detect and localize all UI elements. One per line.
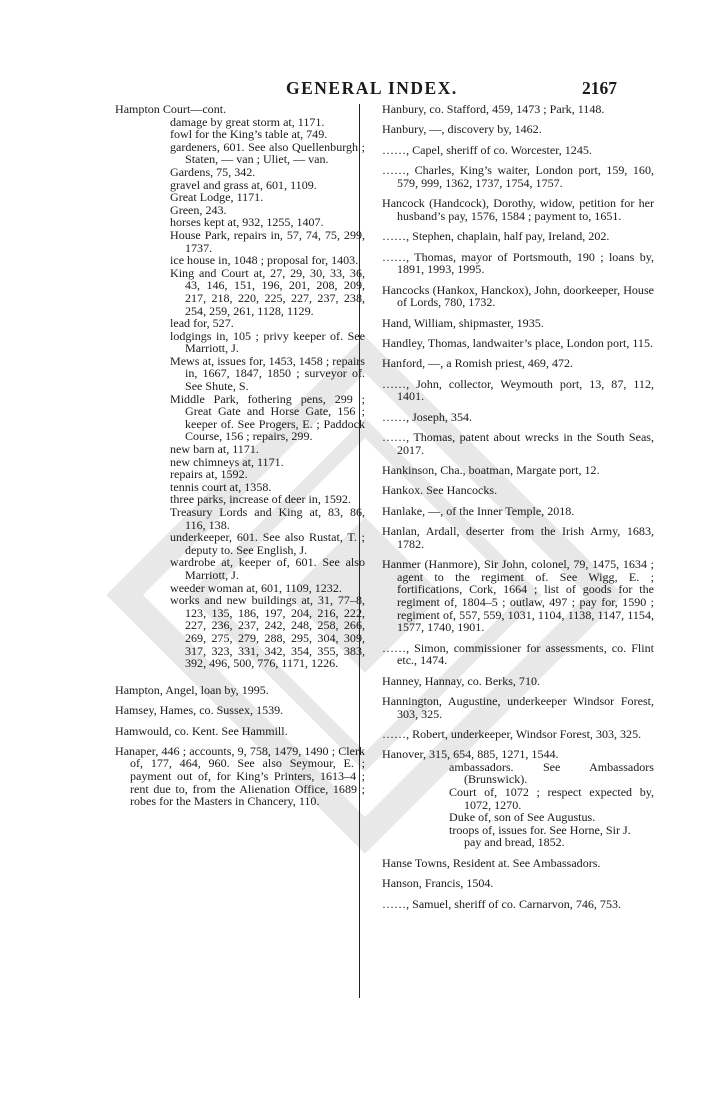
left-column xyxy=(115,103,365,816)
index-entry: ……, Simon, commissioner for assessments, co. Flint etc., 1474. xyxy=(382,640,654,668)
index-entry: ……, Joseph, 354. xyxy=(382,409,473,424)
index-subentry: Mews at, issues for, 1453, 1458 ; repairs in, 1667, 1847, 1850 ; surveyor of. See Shute, S. xyxy=(170,353,365,394)
index-subentry: new barn at, 1171. xyxy=(170,442,259,457)
index-subentry: fowl for the King’s table at, 749. xyxy=(170,127,328,142)
index-subentry: Great Lodge, 1171. xyxy=(170,190,264,205)
index-entry: Hamsey, Hames, co. Sussex, 1539. xyxy=(115,703,284,718)
index-subentry: wardrobe at, keeper of, 601. See also Marriott, J. xyxy=(170,555,365,582)
index-entry: Hamwould, co. Kent. See Hammill. xyxy=(115,723,288,738)
subentry-list xyxy=(115,116,365,670)
index-subentry: Duke of, son of See Augustus. xyxy=(449,810,596,825)
index-subentry: Treasury Lords and King at, 83, 86, 116, 138. xyxy=(170,505,365,532)
index-subentry: ice house in, 1048 ; proposal for, 1403. xyxy=(170,253,359,268)
index-subentry: three parks, increase of deer in, 1592. xyxy=(170,492,351,507)
index-entry: Hand, William, shipmaster, 1935. xyxy=(382,315,544,330)
index-entry: Hancock (Handcock), Dorothy, widow, petition for her husband’s pay, 1576, 1584 ; payment to, 1651. xyxy=(382,196,654,223)
index-subentry: gardeners, 601. See also Quellenburgh ; Staten, — van ; Uliet, — van. xyxy=(170,139,365,167)
index-entry: Hanse Towns, Resident at. See Ambassadors. xyxy=(382,855,601,870)
index-entry: ……, Capel, sheriff of co. Worcester, 1245. xyxy=(382,142,592,157)
index-entry: Hanover, 315, 654, 885, 1271, 1544. xyxy=(382,747,559,762)
index-entry-heading: Hampton Court—cont. xyxy=(115,102,227,116)
index-entry: Handley, Thomas, landwaiter’s place, London port, 115. xyxy=(382,335,653,350)
index-entry: Hanford, —, a Romish priest, 469, 472. xyxy=(382,356,574,371)
index-subentry: Court of, 1072 ; respect expected by, 1072, 1270. xyxy=(449,785,654,812)
index-entry: Hanlan, Ardall, deserter from the Irish Army, 1683, 1782. xyxy=(382,524,654,551)
index-entry: Hanlake, —, of the Inner Temple, 2018. xyxy=(382,503,575,518)
index-entry: ……, Stephen, chaplain, half pay, Ireland, 202. xyxy=(382,229,610,244)
index-entry: ……, Robert, underkeeper, Windsor Forest, 303, 325. xyxy=(382,726,642,741)
index-subentry: horses kept at, 932, 1255, 1407. xyxy=(170,215,324,230)
index-subentry: underkeeper, 601. See also Rustat, T. ; deputy to. See English, J. xyxy=(170,530,365,557)
index-entry: ……, Charles, King’s waiter, London port, 159, 160, 579, 999, 1362, 1737, 1754, 1757. xyxy=(382,163,654,190)
index-subentry: lead for, 527. xyxy=(170,316,234,331)
index-subentry: gravel and grass at, 601, 1109. xyxy=(170,177,317,192)
index-subentry: Green, 243. xyxy=(170,202,227,217)
index-subsubentry: pay and bread, 1852. xyxy=(464,835,565,850)
index-subentry: damage by great storm at, 1171. xyxy=(170,114,325,129)
index-subentry: ambassadors. See Ambassadors (Brunswick). xyxy=(449,759,654,787)
index-entry: Hampton, Angel, loan by, 1995. xyxy=(115,682,269,697)
index-entry: ……, Thomas, patent about wrecks in the South Seas, 2017. xyxy=(382,430,654,457)
right-column xyxy=(382,103,654,918)
index-entry: Hanbury, —, discovery by, 1462. xyxy=(382,122,542,137)
index-subentry: troops of, issues for. See Horne, Sir J. xyxy=(449,822,631,837)
index-entry: Hancocks (Hankox, Hanckox), John, doorkeeper, House of Lords, 780, 1732. xyxy=(382,282,654,310)
index-subentry: King and Court at, 27, 29, 30, 33, 36, 43, 146, 151, 196, 201, 208, 209, 217, 218, 220, 225, 227, 237, 238, 254, 259, 261, 1128, 1129. xyxy=(170,265,365,318)
page-title: GENERAL INDEX. xyxy=(286,78,458,98)
index-entry: Hanson, Francis, 1504. xyxy=(382,876,494,891)
index-entry: Hanaper, 446 ; accounts, 9, 758, 1479, 1490 ; Clerk of, 177, 464, 960. See also Seymour, E. ; payment out of, for King’s Printers, 1613–4 ; rent due to, from the Alienation Office, 1689 ; robes for the Masters in Chancery, 110. xyxy=(115,743,365,809)
index-subentry: new chimneys at, 1171. xyxy=(170,454,284,469)
index-subentry: Middle Park, fothering pens, 299 ; Great Gate and Horse Gate, 156 ; keeper of. See Progers, E. ; Paddock Course, 156 ; repairs, 299. xyxy=(170,391,365,444)
index-subentry: Gardens, 75, 342. xyxy=(170,164,256,179)
index-entry: Hankinson, Cha., boatman, Margate port, 12. xyxy=(382,463,600,478)
index-subentry: lodgings in, 105 ; privy keeper of. See Marriott, J. xyxy=(170,328,365,356)
index-subentry: House Park, repairs in, 57, 74, 75, 299, 1737. xyxy=(170,227,365,255)
index-entry: Hanney, Hannay, co. Berks, 710. xyxy=(382,673,541,688)
index-entry: Hankox. See Hancocks. xyxy=(382,483,498,498)
index-subentry: tennis court at, 1358. xyxy=(170,479,272,494)
page-header xyxy=(0,78,722,98)
page-number: 2167 xyxy=(582,78,617,98)
index-entry: Hannington, Augustine, underkeeper Windsor Forest, 303, 325. xyxy=(382,693,654,721)
index-entry: ……, Samuel, sheriff of co. Carnarvon, 746, 753. xyxy=(382,896,621,911)
index-subentry: weeder woman at, 601, 1109, 1232. xyxy=(170,580,342,595)
index-subentry: repairs at, 1592. xyxy=(170,467,248,482)
index-subentry: works and new buildings at, 31, 77–8, 123, 135, 186, 197, 204, 216, 222, 227, 236, 237, 242, 248, 258, 266, 269, 275, 279, 288, 295, 304, 309, 317, 323, 331, 342, 354, 355, 383, 392, 496, 500, 776, 1171, 1226. xyxy=(170,593,365,671)
index-entry: ……, John, collector, Weymouth port, 13, 87, 112, 1401. xyxy=(382,376,654,404)
index-entry: Hanbury, co. Stafford, 459, 1473 ; Park, 1148. xyxy=(382,102,605,116)
index-entry: Hanmer (Hanmore), Sir John, colonel, 79, 1475, 1634 ; agent to the regiment of. See Wigg, E. ; fortifications, Cork, 1664 ; list of goods for the regiment of, 1804–5 ; outlaw, 497 ; pay for, 1590 ; regiment of, 557, 559, 1031, 1104, 1138, 1147, 1154, 1577, 1740, 1901. xyxy=(382,557,654,635)
index-entry: ……, Thomas, mayor of Portsmouth, 190 ; loans by, 1891, 1993, 1995. xyxy=(382,249,654,277)
